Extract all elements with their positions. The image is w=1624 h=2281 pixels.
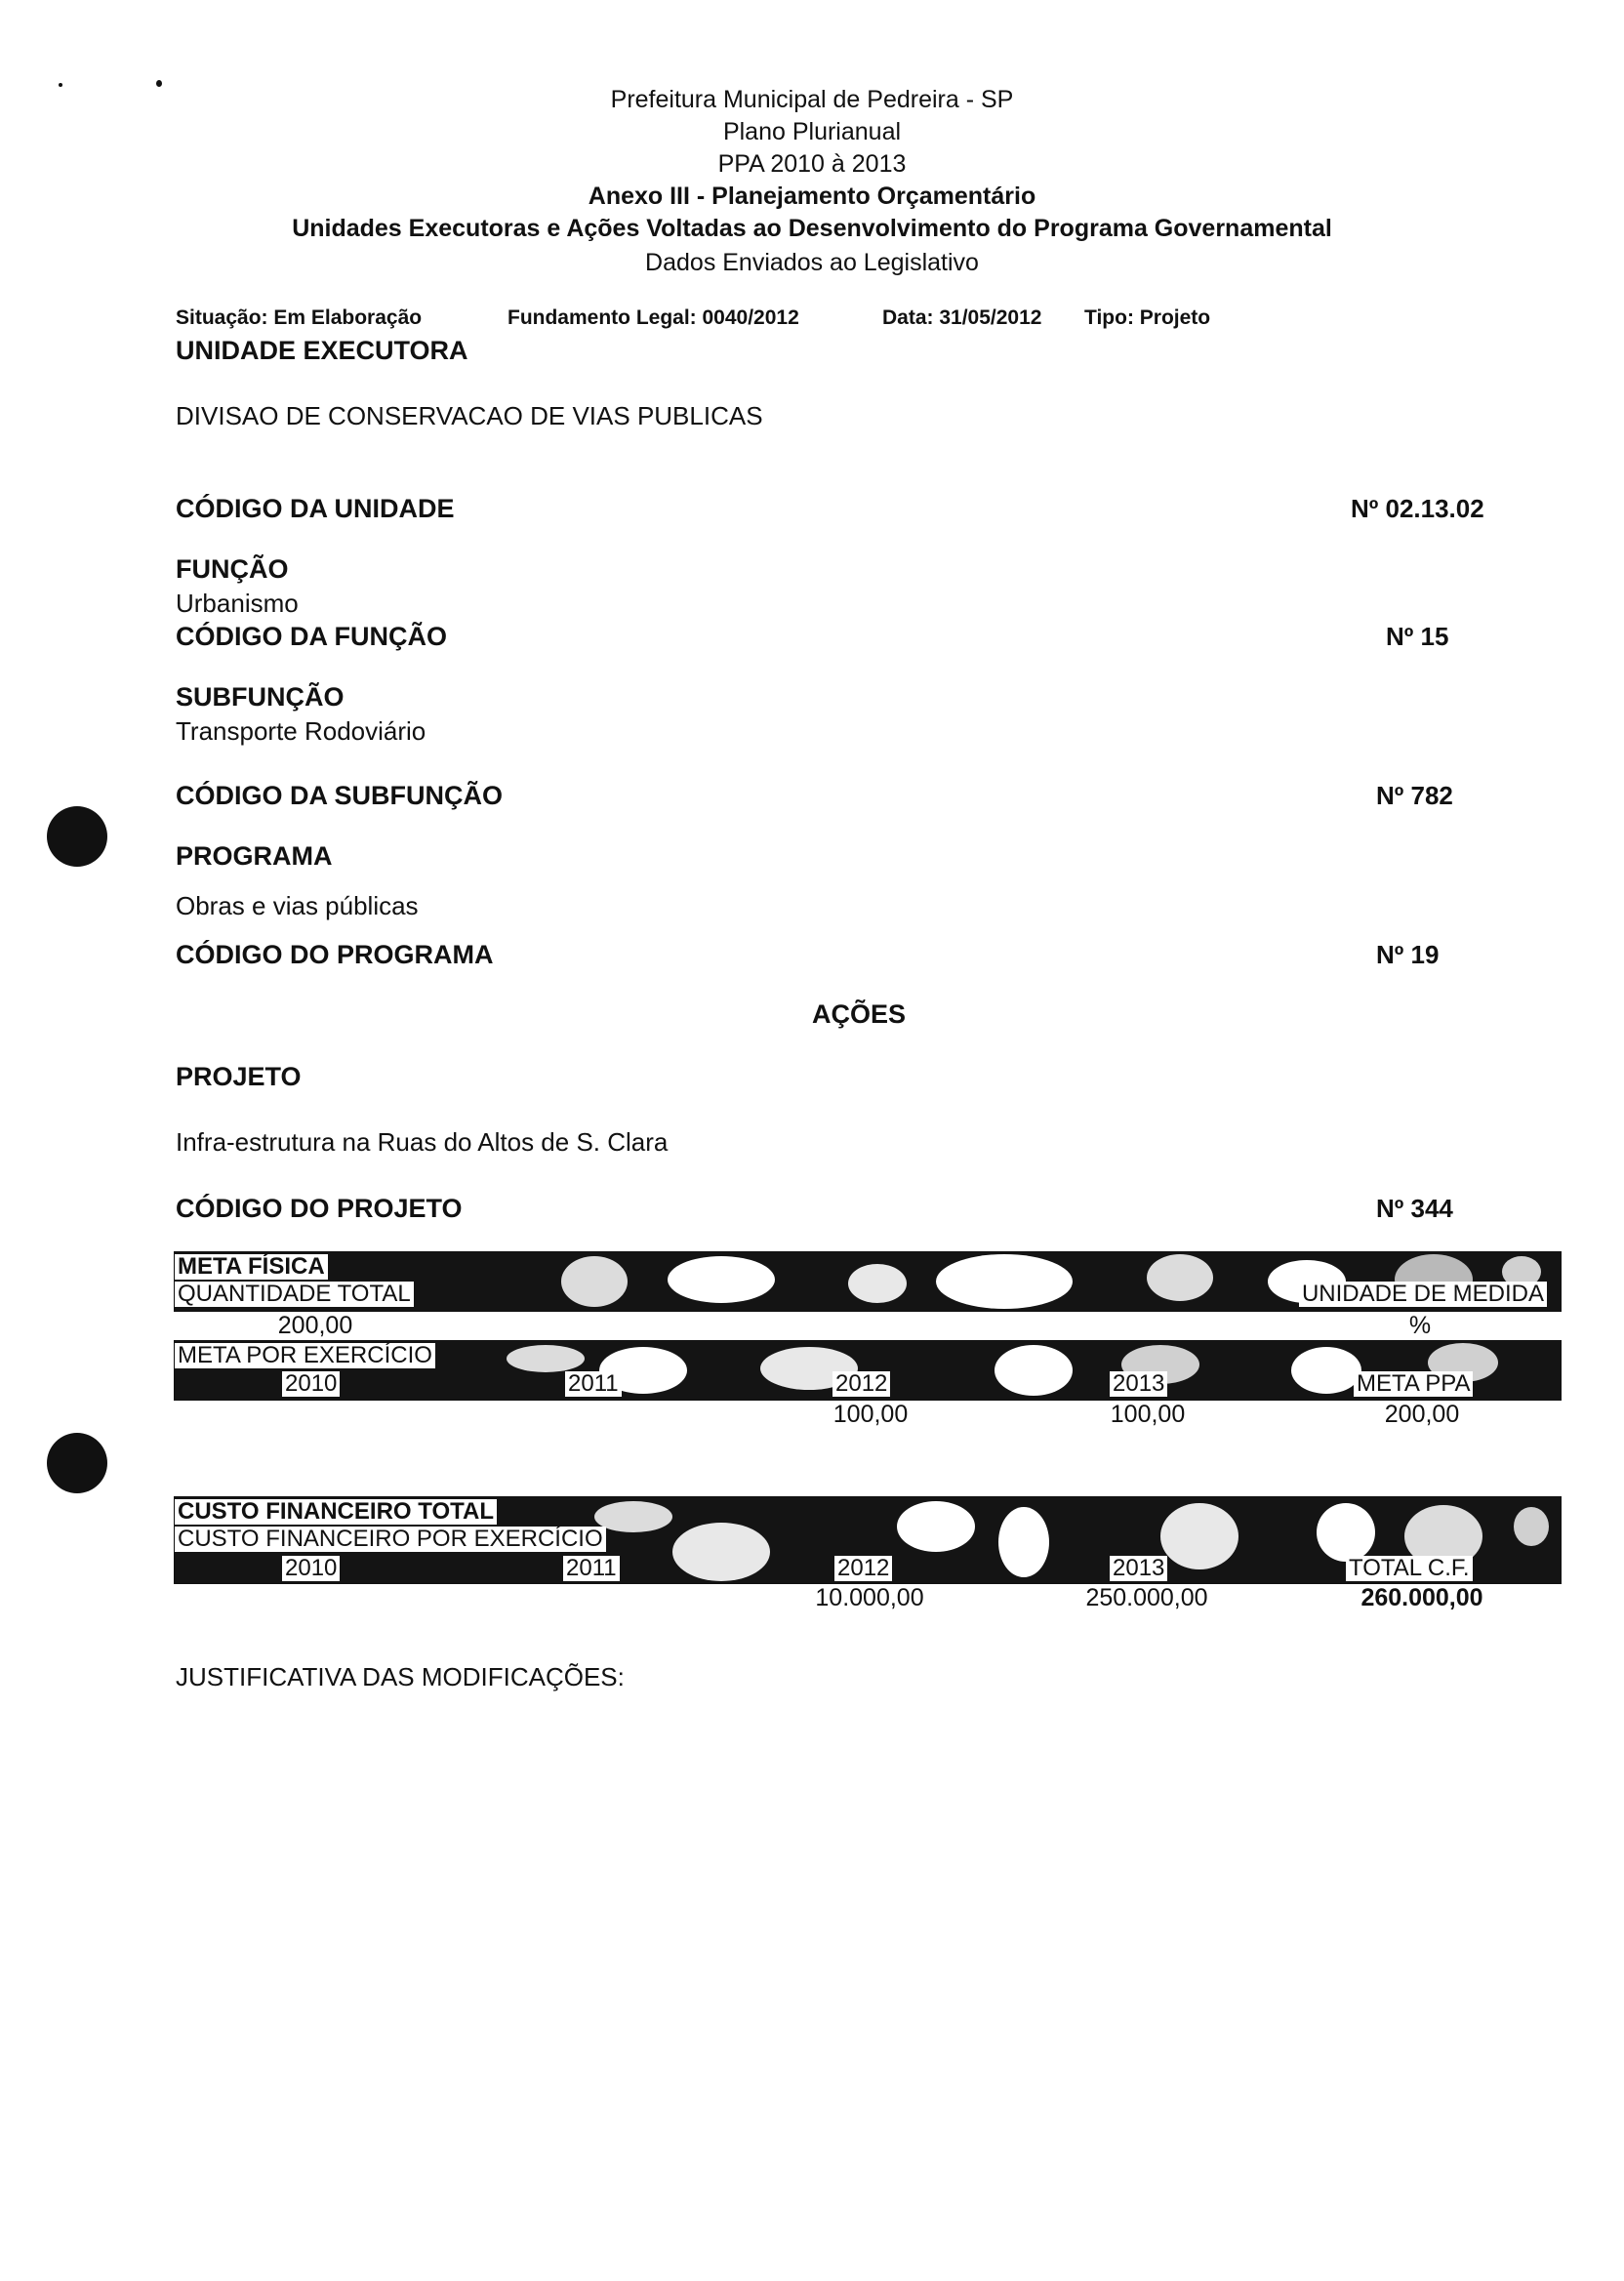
projeto-label: PROJETO: [176, 1062, 302, 1091]
custo-year-2012: 2012: [834, 1556, 892, 1581]
custo-total-value: 260.000,00: [1360, 1584, 1483, 1611]
custo-value-2013: 250.000,00: [1085, 1584, 1208, 1611]
custo-value-2012: 10.000,00: [815, 1584, 924, 1611]
custo-year-2011: 2011: [563, 1556, 620, 1581]
meta-exercicio-band: [174, 1340, 1562, 1401]
codigo-programa-value: Nº 19: [1376, 940, 1440, 969]
meta-year-2013: 2013: [1110, 1371, 1167, 1397]
unidade-label: UNIDADE EXECUTORA: [176, 336, 468, 365]
funcao-value: Urbanismo: [176, 589, 299, 618]
subfuncao-label: SUBFUNÇÃO: [176, 682, 345, 712]
acoes-title: AÇÕES: [811, 999, 907, 1029]
unidade-medida-label: UNIDADE DE MEDIDA: [1299, 1282, 1547, 1307]
codigo-subfuncao-label: CÓDIGO DA SUBFUNÇÃO: [176, 781, 503, 810]
codigo-projeto-label: CÓDIGO DO PROJETO: [176, 1194, 463, 1223]
programa-label: PROGRAMA: [176, 841, 333, 871]
codigo-funcao-value: Nº 15: [1386, 622, 1449, 651]
programa-value: Obras e vias públicas: [176, 891, 419, 920]
unidade-value: DIVISAO DE CONSERVACAO DE VIAS PUBLICAS: [176, 401, 763, 430]
codigo-subfuncao-value: Nº 782: [1376, 781, 1453, 810]
header-plan: Plano Plurianual: [722, 118, 902, 145]
funcao-label: FUNÇÃO: [176, 554, 289, 584]
meta-year-2010: 2010: [282, 1371, 340, 1397]
header-annex: Anexo III - Planejamento Orçamentário: [588, 183, 1036, 210]
custo-total-title: CUSTO FINANCEIRO TOTAL: [175, 1499, 497, 1525]
custo-total-label: TOTAL C.F.: [1346, 1556, 1473, 1581]
codigo-programa-label: CÓDIGO DO PROGRAMA: [176, 940, 494, 969]
projeto-value: Infra-estrutura na Ruas do Altos de S. Clara: [176, 1127, 669, 1157]
subfuncao-value: Transporte Rodoviário: [176, 716, 426, 746]
custo-year-2013: 2013: [1110, 1556, 1167, 1581]
custo-financeiro-band: [174, 1496, 1562, 1584]
quantidade-total-value: 200,00: [277, 1312, 353, 1339]
meta-ppa-label: META PPA: [1354, 1371, 1473, 1397]
meta-value-2012: 100,00: [832, 1401, 909, 1428]
data-field: Data: 31/05/2012: [882, 306, 1042, 329]
header-municipality: Prefeitura Municipal de Pedreira - SP: [610, 86, 1014, 113]
situacao-field: Situação: Em Elaboração: [176, 306, 423, 329]
custo-year-2010: 2010: [282, 1556, 340, 1581]
meta-fisica-title: META FÍSICA: [175, 1254, 328, 1280]
tipo-field: Tipo: Projeto: [1084, 306, 1211, 329]
punch-hole: [47, 806, 107, 867]
header-period: PPA 2010 à 2013: [717, 150, 907, 178]
quantidade-total-label: QUANTIDADE TOTAL: [175, 1282, 414, 1307]
meta-value-2013: 100,00: [1110, 1401, 1186, 1428]
unidade-medida-value: %: [1408, 1312, 1432, 1339]
justificativa-label: JUSTIFICATIVA DAS MODIFICAÇÕES:: [176, 1662, 625, 1691]
codigo-unidade-label: CÓDIGO DA UNIDADE: [176, 494, 455, 523]
codigo-projeto-value: Nº 344: [1376, 1194, 1453, 1223]
fundamento-field: Fundamento Legal: 0040/2012: [508, 306, 799, 329]
meta-exercicio-label: META POR EXERCÍCIO: [175, 1343, 435, 1368]
punch-hole: [47, 1433, 107, 1493]
meta-ppa-value: 200,00: [1384, 1401, 1460, 1428]
meta-year-2012: 2012: [832, 1371, 890, 1397]
meta-year-2011: 2011: [565, 1371, 622, 1397]
meta-fisica-header-band: [174, 1251, 1562, 1312]
codigo-funcao-label: CÓDIGO DA FUNÇÃO: [176, 622, 447, 651]
codigo-unidade-value: Nº 02.13.02: [1351, 494, 1484, 523]
header-note: Dados Enviados ao Legislativo: [645, 249, 979, 276]
header-subtitle: Unidades Executoras e Ações Voltadas ao Desenvolvimento do Programa Governamental: [292, 215, 1332, 242]
custo-exercicio-label: CUSTO FINANCEIRO POR EXERCÍCIO: [175, 1527, 606, 1552]
